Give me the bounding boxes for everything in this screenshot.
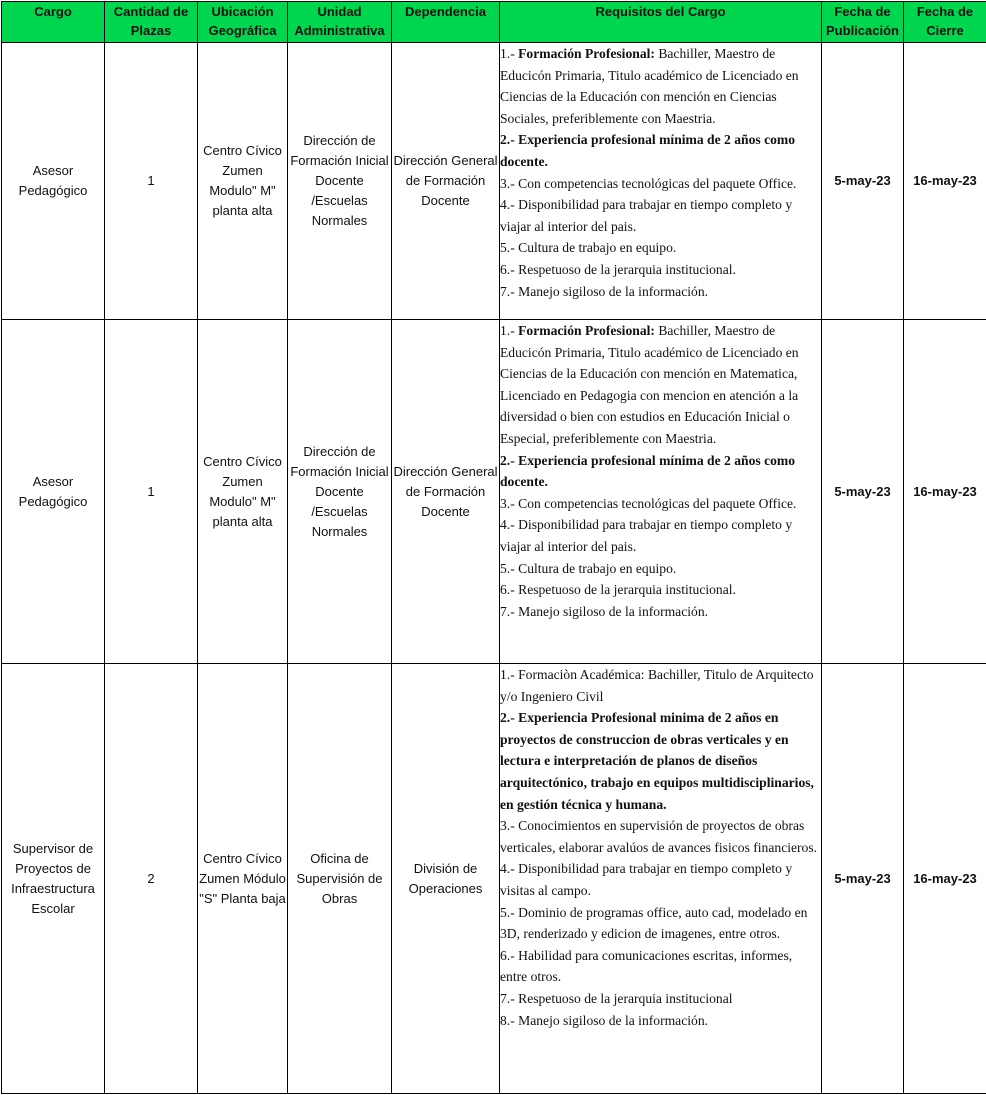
requisito-item <box>500 281 821 303</box>
requisito-item <box>500 514 821 557</box>
requisito-item <box>500 664 821 707</box>
requisito-item <box>500 988 821 1010</box>
requisito-item <box>500 902 821 945</box>
requisito-text: 5.- Cultura de trabajo en equipo. <box>500 561 676 576</box>
requisito-item <box>500 1010 821 1032</box>
cell-dependencia: División de Operaciones <box>392 664 500 1094</box>
requisito-item <box>500 707 821 815</box>
requisito-item <box>500 450 821 493</box>
header-dependencia: Dependencia <box>392 2 500 43</box>
cell-fecha-publicacion: 5-may-23 <box>822 664 904 1094</box>
header-fecha-cierre: Fecha de Cierre <box>904 2 986 43</box>
requisito-text: 8.- Manejo sigiloso de la información. <box>500 1013 708 1028</box>
header-requisitos: Requisitos del Cargo <box>500 2 822 43</box>
requisito-item <box>500 173 821 195</box>
header-unidad: Unidad Administrativa <box>288 2 392 43</box>
requisito-text: Bachiller, Maestro de Educicón Primaria, Titulo académico de Licenciado en Ciencias de la Educación con mención en Ciencias Sociales, preferiblemente con Maestria. <box>500 46 799 126</box>
header-ubicacion: Ubicación Geográfica <box>198 2 288 43</box>
requisito-item <box>500 858 821 901</box>
requisito-bold: 2.- Experiencia Profesional minima de 2 años en proyectos de construccion de obras verticales y en lectura e interpretación de planos de diseños arquitectónico, trabajo en equipos multidisciplinarios, en gestión técnica y humana. <box>500 710 814 811</box>
requisito-text: 4.- Disponibilidad para trabajar en tiempo completo y viajar al interior del pais. <box>500 517 792 554</box>
requisito-bold: Formación Profesional: <box>518 46 655 61</box>
requisito-item <box>500 43 821 129</box>
cell-cargo: Asesor Pedagógico <box>2 320 105 664</box>
requisito-text: 3.- Con competencias tecnológicas del paquete Office. <box>500 176 796 191</box>
vacancies-table <box>1 1 986 1094</box>
requisito-prefix: 1.- <box>500 46 518 61</box>
cell-unidad-administrativa: Dirección de Formación Inicial Docente /Escuelas Normales <box>288 43 392 320</box>
requisito-text: 5.- Cultura de trabajo en equipo. <box>500 240 676 255</box>
requisito-text: 1.- Formaciòn Académica: Bachiller, Titulo de Arquitecto y/o Ingeniero Civil <box>500 667 814 704</box>
requisito-text: 7.- Manejo sigiloso de la información. <box>500 604 708 619</box>
cell-cantidad: 1 <box>105 43 198 320</box>
cell-fecha-publicacion: 5-may-23 <box>822 320 904 664</box>
requisito-item <box>500 320 821 450</box>
requisito-item <box>500 493 821 515</box>
cell-dependencia: Dirección General de Formación Docente <box>392 43 500 320</box>
requisito-bold: Formación Profesional: <box>518 323 655 338</box>
requisito-bold: 2.- Experiencia profesional mínima de 2 años como docente. <box>500 453 795 490</box>
requisito-item <box>500 259 821 281</box>
cell-fecha-cierre: 16-may-23 <box>904 664 986 1094</box>
table-row <box>2 664 986 1094</box>
requisito-text: 4.- Disponibilidad para trabajar en tiempo completo y visitas al campo. <box>500 861 792 898</box>
cell-ubicacion: Centro Cívico Zumen Modulo" M" planta alta <box>198 43 288 320</box>
requisito-text: Bachiller, Maestro de Educicón Primaria, Titulo académico de Licenciado en Ciencias de la Educación con mención en Matematica, Licenciado en Pedagogia con mencion en atención a la diversidad o bien con estudios en Educación Inicial o Especial, preferiblemente con Maestria. <box>500 323 799 446</box>
cell-cargo: Supervisor de Proyectos de Infraestructura Escolar <box>2 664 105 1094</box>
requisito-item <box>500 558 821 580</box>
cell-ubicacion: Centro Cívico Zumen Modulo" M" planta alta <box>198 320 288 664</box>
requisito-bold: 2.- Experiencia profesional mínima de 2 años como docente. <box>500 132 795 169</box>
requisito-text: 4.- Disponibilidad para trabajar en tiempo completo y viajar al interior del pais. <box>500 197 792 234</box>
requisito-text: 3.- Con competencias tecnológicas del paquete Office. <box>500 496 796 511</box>
requisito-item <box>500 579 821 601</box>
cell-ubicacion: Centro Cívico Zumen Módulo "S" Planta baja <box>198 664 288 1094</box>
requisito-item <box>500 815 821 858</box>
header-cantidad: Cantidad de Plazas <box>105 2 198 43</box>
header-row <box>2 2 986 43</box>
cell-cantidad: 1 <box>105 320 198 664</box>
cell-fecha-cierre: 16-may-23 <box>904 320 986 664</box>
requisito-text: 7.- Manejo sigiloso de la información. <box>500 284 708 299</box>
cell-fecha-cierre: 16-may-23 <box>904 43 986 320</box>
requisito-text: 6.- Respetuoso de la jerarquia institucional. <box>500 582 736 597</box>
cell-unidad-administrativa: Dirección de Formación Inicial Docente /Escuelas Normales <box>288 320 392 664</box>
requisito-text: 5.- Dominio de programas office, auto cad, modelado en 3D, renderizado y edicion de imagenes, entre otros. <box>500 905 807 942</box>
requisito-item <box>500 129 821 172</box>
requisito-item <box>500 945 821 988</box>
cell-requisitos <box>500 320 822 664</box>
cell-unidad-administrativa: Oficina de Supervisión de Obras <box>288 664 392 1094</box>
cell-cantidad: 2 <box>105 664 198 1094</box>
table-row <box>2 320 986 664</box>
cell-requisitos <box>500 43 822 320</box>
cell-dependencia: Dirección General de Formación Docente <box>392 320 500 664</box>
header-cargo: Cargo <box>2 2 105 43</box>
cell-cargo: Asesor Pedagógico <box>2 43 105 320</box>
requisito-item <box>500 237 821 259</box>
cell-requisitos <box>500 664 822 1094</box>
cell-fecha-publicacion: 5-may-23 <box>822 43 904 320</box>
requisito-text: 6.- Respetuoso de la jerarquia institucional. <box>500 262 736 277</box>
requisito-prefix: 1.- <box>500 323 518 338</box>
requisito-text: 6.- Habilidad para comunicaciones escritas, informes, entre otros. <box>500 948 792 985</box>
requisito-item <box>500 194 821 237</box>
header-fecha-publicacion: Fecha de Publicación <box>822 2 904 43</box>
requisito-item <box>500 601 821 623</box>
requisito-text: 7.- Respetuoso de la jerarquia institucional <box>500 991 733 1006</box>
table-row <box>2 43 986 320</box>
requisito-text: 3.- Conocimientos en supervisión de proyectos de obras verticales, elaborar avalúos de avances fisicos financieros. <box>500 818 817 855</box>
